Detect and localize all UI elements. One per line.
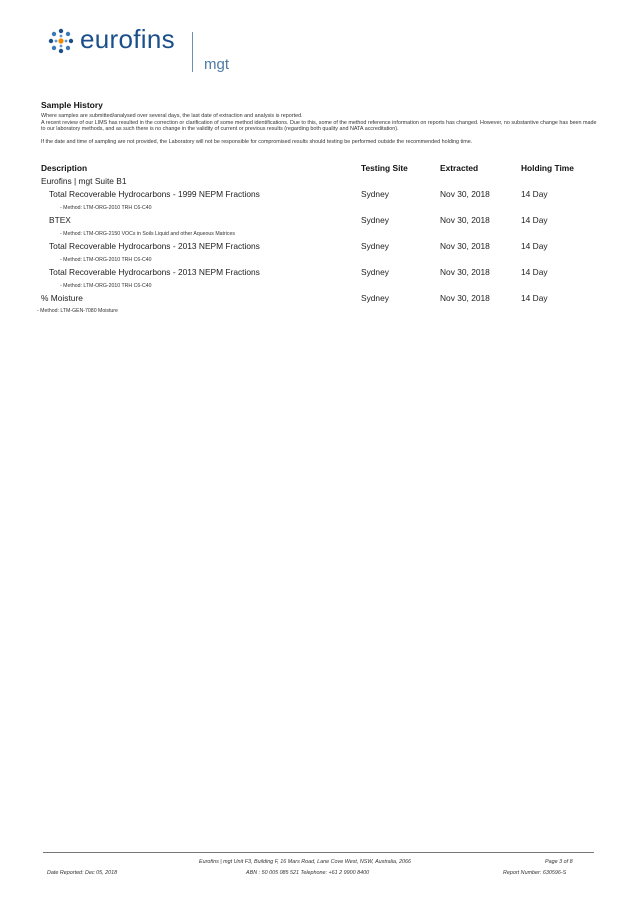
logo-divider <box>192 32 193 72</box>
row-site: Sydney <box>361 241 389 251</box>
suite-name: Eurofins | mgt Suite B1 <box>41 176 127 186</box>
row-description: Total Recoverable Hydrocarbons - 1999 NEPM Fractions <box>49 189 260 199</box>
row-method: - Method: LTM-ORG-2010 TRH C6-C40 <box>60 257 152 263</box>
row-description: BTEX <box>49 215 71 225</box>
footer-page: Page 3 of 8 <box>545 859 573 865</box>
intro-disclaimer: If the date and time of sampling are not provided, the Laboratory will not be responsible for compromised results should testing be performed outside the recommended holding time. <box>41 138 473 145</box>
row-extracted: Nov 30, 2018 <box>440 293 490 303</box>
row-description: Total Recoverable Hydrocarbons - 2013 NEPM Fractions <box>49 241 260 251</box>
header-holding-time: Holding Time <box>521 163 574 173</box>
intro-line-2: A recent review of our LIMS has resulted in the correction or clarification of some method identifications. Due to this, some of the method reference information on reports has changed. However, no substantive change has been made to our laboratory methods, and as such there is no change in the validity of current or previous results (regarding both quality and NATA accreditation). <box>41 119 597 133</box>
header-description: Description <box>41 163 88 173</box>
footer-address: Eurofins | mgt Unit F3, Building F, 16 Mars Road, Lane Cove West, NSW, Australia, 2066 <box>199 859 412 865</box>
header-testing-site: Testing Site <box>361 163 408 173</box>
row-description: Total Recoverable Hydrocarbons - 2013 NEPM Fractions <box>49 267 260 277</box>
row-method: - Method: LTM-GEN-7080 Moisture <box>37 308 118 314</box>
eurofins-dots-icon <box>47 28 75 56</box>
row-method: - Method: LTM-ORG-2010 TRH C6-C40 <box>60 205 152 211</box>
row-extracted: Nov 30, 2018 <box>440 189 490 199</box>
row-holding: 14 Day <box>521 267 548 277</box>
footer-divider <box>43 852 594 853</box>
row-description: % Moisture <box>41 293 83 303</box>
row-holding: 14 Day <box>521 215 548 225</box>
row-method: - Method: LTM-ORG-2150 VOCs in Soils Liquid and other Aqueous Matrices <box>60 231 235 237</box>
section-title: Sample History <box>41 100 103 110</box>
row-site: Sydney <box>361 267 389 277</box>
footer-report-number: Report Number: 630596-S <box>503 870 567 876</box>
header-extracted: Extracted <box>440 163 479 173</box>
row-site: Sydney <box>361 293 389 303</box>
footer-abn: ABN : 50 005 085 521 Telephone: +61 2 9900 8400 <box>246 870 370 876</box>
row-holding: 14 Day <box>521 241 548 251</box>
brand-sub: mgt <box>204 56 230 73</box>
row-extracted: Nov 30, 2018 <box>440 267 490 277</box>
row-method: - Method: LTM-ORG-2010 TRH C6-C40 <box>60 283 152 289</box>
row-extracted: Nov 30, 2018 <box>440 241 490 251</box>
row-extracted: Nov 30, 2018 <box>440 215 490 225</box>
intro-line-1: Where samples are submitted/analysed over several days, the last date of extraction and analysis is reported. <box>41 113 303 119</box>
row-site: Sydney <box>361 215 389 225</box>
brand-name: eurofins <box>80 24 175 54</box>
intro-text <box>41 113 597 145</box>
row-site: Sydney <box>361 189 389 199</box>
row-holding: 14 Day <box>521 189 548 199</box>
company-logo <box>47 24 247 79</box>
row-holding: 14 Day <box>521 293 548 303</box>
footer-date-reported: Date Reported: Dec 05, 2018 <box>47 870 118 876</box>
